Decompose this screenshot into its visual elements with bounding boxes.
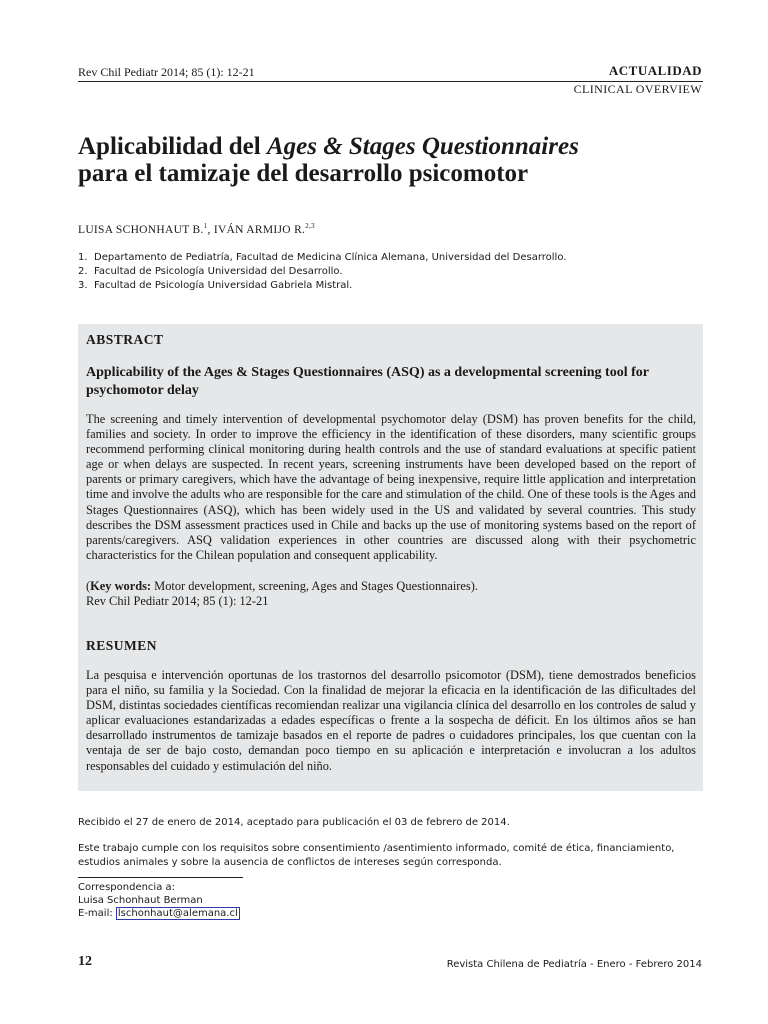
- abstract-heading: ABSTRACT: [86, 332, 164, 347]
- abstract-box: [78, 324, 703, 791]
- affiliation-number: 2.: [78, 266, 88, 277]
- journal-reference: Rev Chil Pediatr 2014; 85 (1): 12-21: [78, 65, 255, 79]
- abstract-body: The screening and timely intervention of developmental psychomotor delay (DSM) has proven benefits for the child, families and society. In order to improve the efficiency in the identification of these disorders, many scientific groups recommend performing clinical monitoring during health controls and the use of standard evaluations at specific patient age or when delays are suspected. In recent years, screening instruments have been developed based on the report of parents or primary caregivers, which have the advantage of being inexpensive, require little application and interpretation time and involve the adults who are responsible for the care and stimulation of the child. One of these tools is the Ages and Stages Questionnaires (ASQ), which has been widely used in the US and validated by several countries. This study describes the DSM assessment practices used in Chile and backs up the use of monitoring systems based on the report of parents/caregivers. ASQ validation experiences in other countries are discussed along with their psychometric characteristics for the Chilean population and consequent applicability.: [86, 412, 696, 562]
- author-name: IVÁN ARMIJO R.: [213, 224, 306, 236]
- affiliation-text: Departamento de Pediatría, Facultad de Medicina Clínica Alemana, Universidad del Desarrollo.: [94, 252, 567, 263]
- affiliation-item: [78, 265, 566, 279]
- correspondence-email-row: [78, 907, 240, 920]
- affiliation-number: 3.: [78, 280, 88, 291]
- abstract-keywords: [86, 579, 696, 594]
- title-line2: para el tamizaje del desarrollo psicomotor: [78, 160, 529, 187]
- author-list: [78, 222, 315, 236]
- correspondence-name: Luisa Schonhaut Berman: [78, 895, 203, 906]
- affiliation-text: Facultad de Psicología Universidad del Desarrollo.: [94, 266, 343, 277]
- correspondence-label: Correspondencia a:: [78, 882, 176, 893]
- keywords-text: Motor development, screening, Ages and Stages Questionnaires).: [154, 579, 478, 593]
- affiliation-text: Facultad de Psicología Universidad Gabriela Mistral.: [94, 280, 353, 291]
- email-link[interactable]: lschonhaut@alemana.cl: [117, 908, 238, 919]
- title-line1-prefix: Aplicabilidad del: [78, 133, 267, 160]
- section-label-es: ACTUALIDAD: [608, 63, 702, 78]
- keywords-label: Key words:: [90, 579, 152, 593]
- affiliation-item: [78, 251, 566, 265]
- affiliation-item: [78, 279, 566, 293]
- author-affiliation-mark: 2,3: [305, 222, 315, 230]
- resumen-body: La pesquisa e intervención oportunas de los trastornos del desarrollo psicomotor (DSM), tiene demostrados beneficios para el niño, su familia y la Sociedad. Con la finalidad de mejorar la eficacia en la identificación de las dificultades del DSM, distintas sociedades científicas recomiendan realizar una vigilancia clínica del desarrollo en los controles de salud y aplicar evaluaciones estandarizadas a edades específicas o frente a la sospecha de déficit. En los últimos años se han desarrollado instrumentos de tamizaje basados en el reporte de padres o cuidadores principales, los que cuentan con la ventaja de ser de bajo costo, demandan poco tiempo en su aplicación e interpretación e involucran a los adultos responsables del cuidado y estimulación del niño.: [86, 668, 696, 773]
- email-label: E-mail:: [78, 908, 116, 919]
- keywords-open-paren: (: [86, 579, 91, 593]
- received-note: Recibido el 27 de enero de 2014, aceptado para publicación el 03 de febrero de 2014.: [78, 817, 510, 828]
- section-label-en: CLINICAL OVERVIEW: [573, 82, 702, 96]
- page-number: 12: [78, 954, 92, 969]
- article-title: [78, 133, 718, 187]
- author-name: LUISA SCHONHAUT B.: [78, 224, 204, 236]
- abstract-citation: Rev Chil Pediatr 2014; 85 (1): 12-21: [86, 594, 269, 608]
- author-separator: ,: [207, 224, 214, 236]
- affiliation-number: 1.: [78, 252, 88, 263]
- correspondence-block: [78, 881, 240, 920]
- abstract-subtitle: Applicability of the Ages & Stages Questionnaires (ASQ) as a developmental screening tool for psychomotor delay: [86, 365, 649, 398]
- resumen-heading: RESUMEN: [86, 638, 158, 653]
- author-affiliation-mark: 1: [203, 222, 208, 230]
- affiliation-list: [78, 251, 566, 293]
- journal-footer: Revista Chilena de Pediatría - Enero - Febrero 2014: [446, 959, 702, 970]
- correspondence-divider: [78, 877, 243, 878]
- ethics-note: Este trabajo cumple con los requisitos sobre consentimiento /asentimiento informado, comité de ética, financiamiento, estudios animales y sobre la ausencia de conflictos de intereses según corresponda.: [78, 843, 675, 868]
- title-line1-italic: Ages & Stages Questionnaires: [266, 133, 579, 160]
